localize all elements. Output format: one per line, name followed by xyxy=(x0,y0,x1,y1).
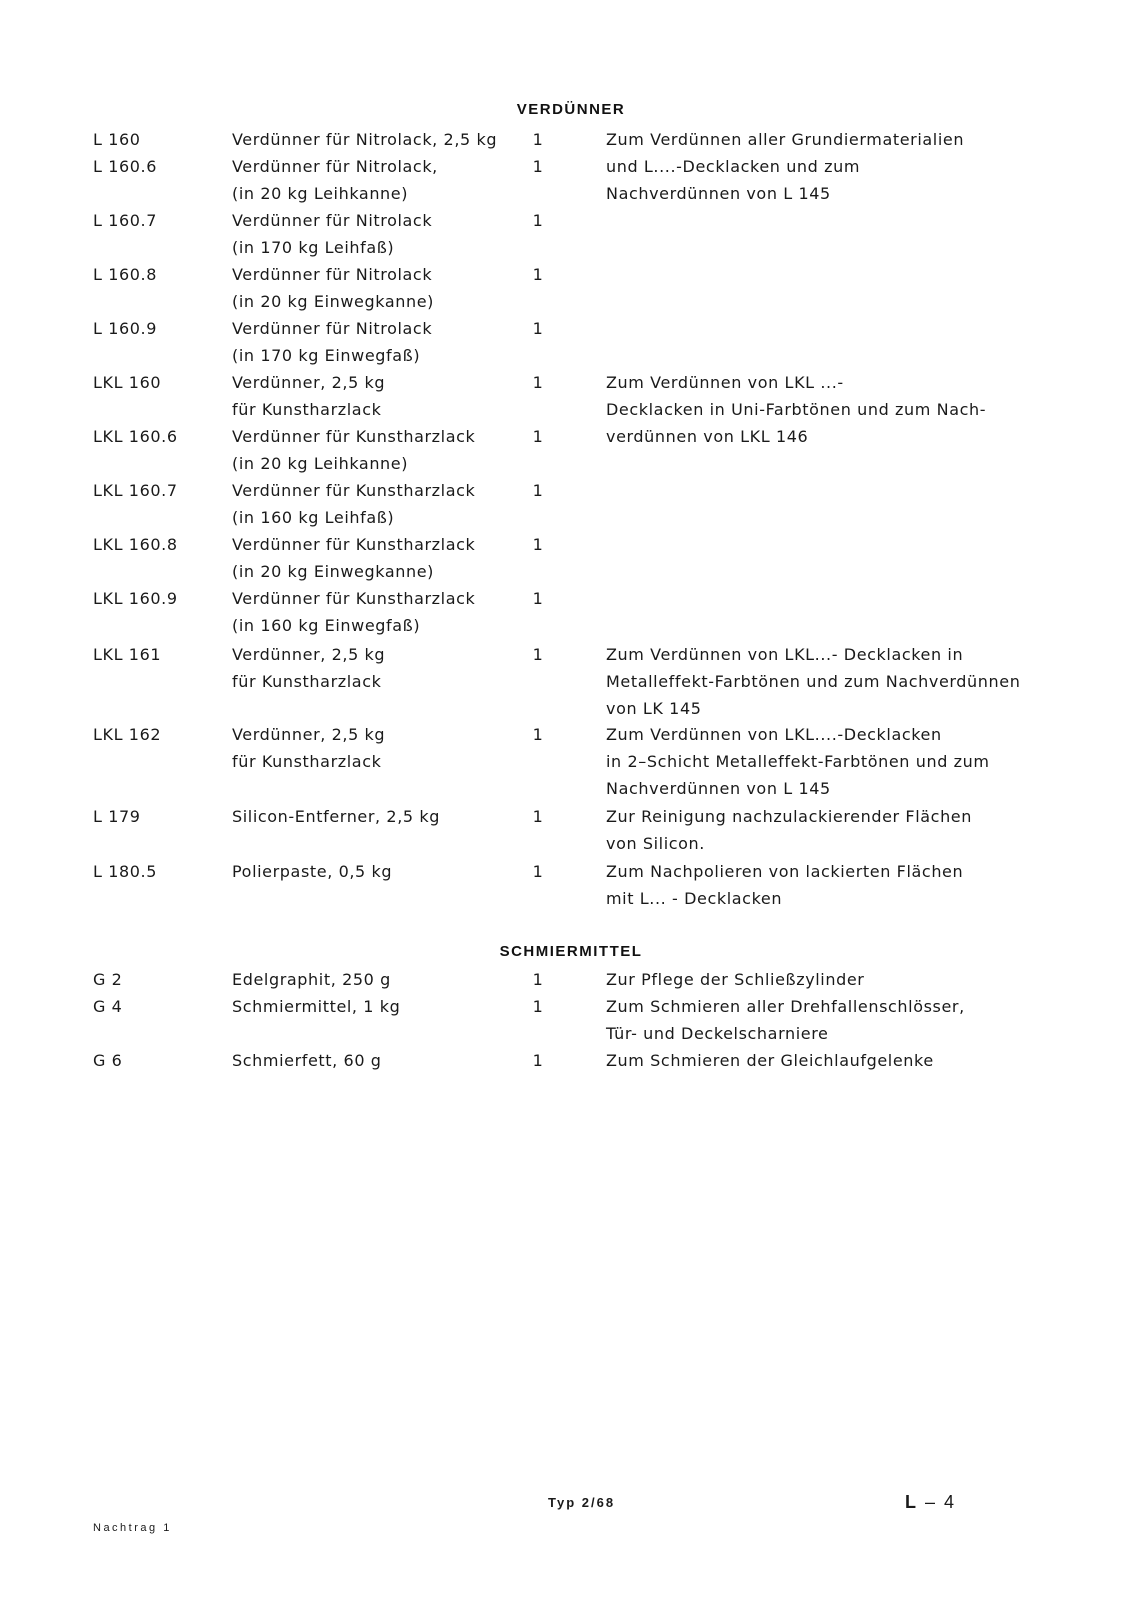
usage-line: von LK 145 xyxy=(606,699,702,718)
usage-line: Metalleffekt-Farbtönen und zum Nachverdünnen xyxy=(606,672,1021,691)
usage-line: Zum Verdünnen aller Grundiermaterialien xyxy=(606,130,965,149)
description xyxy=(232,477,475,531)
description-line: Schmierfett, 60 g xyxy=(232,1051,382,1070)
description-line: Verdünner für Nitrolack xyxy=(232,265,433,284)
usage-line: Decklacken in Uni-Farbtönen und zum Nach- xyxy=(606,400,987,419)
description xyxy=(232,369,385,423)
usage-note xyxy=(606,966,864,993)
usage-line: verdünnen von LKL 146 xyxy=(606,427,809,446)
quantity: 1 xyxy=(532,535,544,554)
usage-note xyxy=(606,153,860,207)
quantity: 1 xyxy=(532,1051,544,1070)
description-line: Schmiermittel, 1 kg xyxy=(232,997,401,1016)
quantity: 1 xyxy=(532,130,544,149)
description-line: für Kunstharzlack xyxy=(232,672,382,691)
page-prefix: L xyxy=(905,1492,918,1512)
description-line: (in 20 kg Leihkanne) xyxy=(232,454,409,473)
description xyxy=(232,858,392,885)
quantity: 1 xyxy=(532,807,544,826)
part-number: L 160.9 xyxy=(93,319,158,338)
usage-line: und L....-Decklacken und zum xyxy=(606,157,861,176)
part-number: LKL 160 xyxy=(93,373,162,392)
usage-line: Zum Schmieren der Gleichlaufgelenke xyxy=(606,1051,934,1070)
quantity: 1 xyxy=(532,265,544,284)
usage-line: Zum Verdünnen von LKL....-Decklacken xyxy=(606,725,942,744)
quantity: 1 xyxy=(532,157,544,176)
usage-note xyxy=(606,721,990,802)
description-line: Polierpaste, 0,5 kg xyxy=(232,862,393,881)
description xyxy=(232,585,475,639)
section-title-schmiermittel: SCHMIERMITTEL xyxy=(499,943,643,960)
part-number: LKL 160.7 xyxy=(93,481,178,500)
description xyxy=(232,207,432,261)
description-line: Verdünner, 2,5 kg xyxy=(232,725,386,744)
usage-line: Zum Schmieren aller Drehfallenschlösser, xyxy=(606,997,965,1016)
usage-note xyxy=(606,423,808,450)
description xyxy=(232,1047,382,1074)
supplement-label: Nachtrag 1 xyxy=(93,1522,172,1534)
part-number: L 160.7 xyxy=(93,211,158,230)
description xyxy=(232,803,440,830)
part-number: L 180.5 xyxy=(93,862,158,881)
usage-note xyxy=(606,858,963,912)
description-line: Verdünner für Kunstharzlack xyxy=(232,427,476,446)
description xyxy=(232,641,385,695)
page-number xyxy=(905,1492,956,1513)
quantity: 1 xyxy=(532,427,544,446)
description-line: Verdünner für Nitrolack xyxy=(232,211,433,230)
usage-note xyxy=(606,369,986,423)
description-line: Verdünner, 2,5 kg xyxy=(232,373,386,392)
description-line: Verdünner für Nitrolack, 2,5 kg xyxy=(232,130,498,149)
description-line: (in 170 kg Einwegfaß) xyxy=(232,346,421,365)
part-number: L 160 xyxy=(93,130,141,149)
usage-line: Nachverdünnen von L 145 xyxy=(606,184,831,203)
quantity: 1 xyxy=(532,373,544,392)
description-line: Verdünner, 2,5 kg xyxy=(232,645,386,664)
description-line: Verdünner für Kunstharzlack xyxy=(232,535,476,554)
part-number: L 160.6 xyxy=(93,157,158,176)
quantity: 1 xyxy=(532,481,544,500)
page-number-value: – 4 xyxy=(925,1492,957,1512)
usage-line: Zum Verdünnen von LKL ...- xyxy=(606,373,844,392)
usage-line: Tür- und Deckelscharniere xyxy=(606,1024,829,1043)
usage-line: Nachverdünnen von L 145 xyxy=(606,779,831,798)
usage-note xyxy=(606,993,965,1047)
description-line: (in 20 kg Leihkanne) xyxy=(232,184,409,203)
part-number: LKL 162 xyxy=(93,725,162,744)
usage-line: in 2–Schicht Metalleffekt-Farbtönen und zum xyxy=(606,752,990,771)
description xyxy=(232,423,475,477)
description-line: Verdünner für Kunstharzlack xyxy=(232,481,476,500)
usage-line: von Silicon. xyxy=(606,834,705,853)
description-line: Verdünner für Nitrolack, xyxy=(232,157,438,176)
part-number: L 160.8 xyxy=(93,265,158,284)
description xyxy=(232,315,432,369)
description-line: (in 20 kg Einwegkanne) xyxy=(232,292,435,311)
description-line: für Kunstharzlack xyxy=(232,752,382,771)
part-number: G 2 xyxy=(93,970,123,989)
description xyxy=(232,721,385,775)
usage-line: Zur Reinigung nachzulackierender Flächen xyxy=(606,807,972,826)
quantity: 1 xyxy=(532,970,544,989)
usage-line: mit L... - Decklacken xyxy=(606,889,783,908)
usage-note xyxy=(606,641,1020,722)
part-number: LKL 160.9 xyxy=(93,589,178,608)
usage-line: Zum Verdünnen von LKL...- Decklacken in xyxy=(606,645,964,664)
quantity: 1 xyxy=(532,211,544,230)
description xyxy=(232,531,475,585)
part-number: LKL 161 xyxy=(93,645,162,664)
footer-type: Typ 2/68 xyxy=(548,1495,616,1510)
description-line: (in 170 kg Leihfaß) xyxy=(232,238,395,257)
part-number: LKL 160.8 xyxy=(93,535,178,554)
description-line: für Kunstharzlack xyxy=(232,400,382,419)
description-line: (in 160 kg Einwegfaß) xyxy=(232,616,421,635)
description-line: (in 20 kg Einwegkanne) xyxy=(232,562,435,581)
quantity: 1 xyxy=(532,645,544,664)
usage-note xyxy=(606,126,964,153)
description xyxy=(232,966,391,993)
description-line: Verdünner für Kunstharzlack xyxy=(232,589,476,608)
part-number: G 6 xyxy=(93,1051,123,1070)
quantity: 1 xyxy=(532,997,544,1016)
quantity: 1 xyxy=(532,862,544,881)
description xyxy=(232,153,438,207)
quantity: 1 xyxy=(532,319,544,338)
description-line: Edelgraphit, 250 g xyxy=(232,970,391,989)
usage-note xyxy=(606,803,972,857)
usage-note xyxy=(606,1047,934,1074)
section-title-verduenner: VERDÜNNER xyxy=(516,101,626,118)
usage-line: Zur Pflege der Schließzylinder xyxy=(606,970,865,989)
description xyxy=(232,261,434,315)
description xyxy=(232,126,497,153)
part-number: LKL 160.6 xyxy=(93,427,178,446)
quantity: 1 xyxy=(532,725,544,744)
description-line: Verdünner für Nitrolack xyxy=(232,319,433,338)
description xyxy=(232,993,400,1020)
part-number: G 4 xyxy=(93,997,123,1016)
description-line: (in 160 kg Leihfaß) xyxy=(232,508,395,527)
description-line: Silicon-Entferner, 2,5 kg xyxy=(232,807,440,826)
quantity: 1 xyxy=(532,589,544,608)
part-number: L 179 xyxy=(93,807,141,826)
usage-line: Zum Nachpolieren von lackierten Flächen xyxy=(606,862,964,881)
